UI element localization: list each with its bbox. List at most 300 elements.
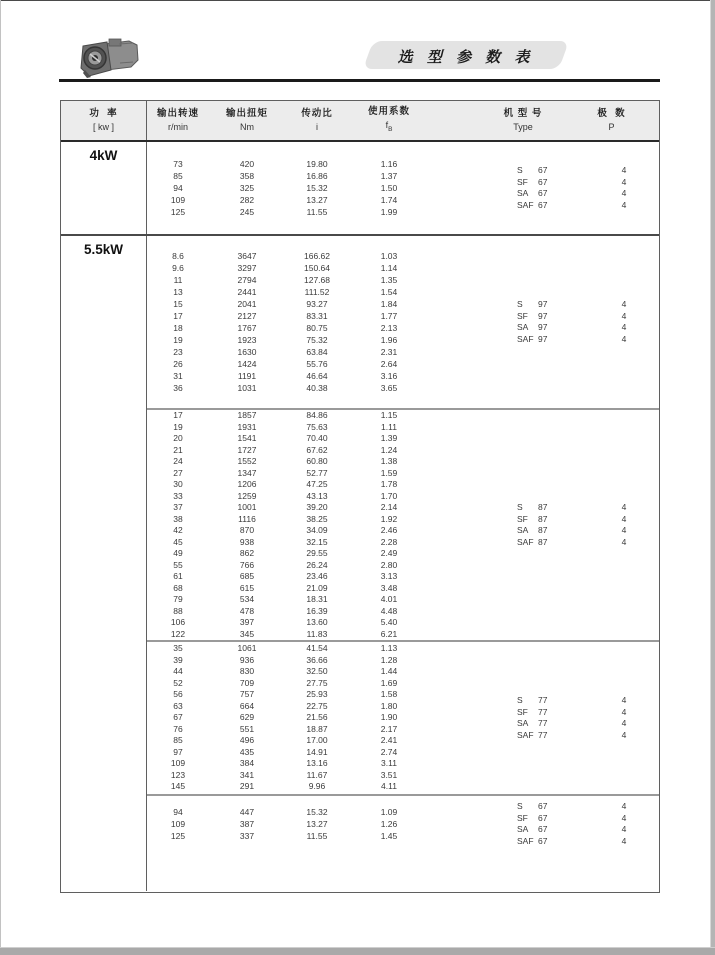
cell-output_speed_rpm: 73 bbox=[173, 159, 183, 169]
type-row bbox=[517, 836, 659, 848]
cell-output_speed_rpm: 27 bbox=[173, 467, 183, 478]
cell-service_factor_fb: 1.92 bbox=[380, 513, 398, 524]
cell-service_factor_fb: 3.16 bbox=[380, 371, 398, 381]
table-row bbox=[147, 606, 659, 618]
scan-edge-top bbox=[0, 0, 715, 1]
cell-output_speed_rpm: 18 bbox=[173, 323, 183, 333]
cell-ratio_i: 84.86 bbox=[306, 410, 328, 420]
cell-output_speed_rpm: 68 bbox=[173, 582, 183, 593]
type-row bbox=[517, 299, 659, 311]
cell-service_factor_fb: 1.96 bbox=[380, 335, 398, 345]
cell-ratio_i: 36.66 bbox=[306, 654, 328, 665]
poles-value: 4 bbox=[621, 310, 627, 321]
header-power bbox=[61, 101, 147, 140]
data-block bbox=[147, 794, 659, 891]
cell-service_factor_fb: 2.74 bbox=[380, 746, 398, 757]
type-row bbox=[517, 311, 659, 323]
cell-ratio_i: 25.93 bbox=[306, 689, 328, 700]
cell-output_speed_rpm: 36 bbox=[173, 383, 183, 393]
type-row bbox=[517, 813, 659, 825]
cell-output_speed_rpm: 19 bbox=[173, 335, 183, 345]
type-row bbox=[517, 165, 659, 177]
type-label bbox=[517, 718, 589, 730]
cell-service_factor_fb: 2.14 bbox=[380, 502, 398, 512]
cell-output_torque_nm: 1630 bbox=[237, 347, 257, 357]
cell-service_factor_fb: 1.74 bbox=[380, 195, 398, 205]
cell-output_torque_nm: 358 bbox=[239, 171, 255, 181]
cell-output_torque_nm: 1541 bbox=[237, 433, 257, 443]
table-row bbox=[147, 250, 659, 262]
header-speed: 输出转速 r/min bbox=[156, 108, 199, 132]
cell-ratio_i: 127.68 bbox=[304, 275, 330, 285]
cell-service_factor_fb: 1.11 bbox=[381, 421, 397, 432]
type-row bbox=[517, 177, 659, 189]
cell-output_speed_rpm: 11 bbox=[173, 275, 183, 285]
table-row bbox=[147, 655, 659, 667]
table-row bbox=[147, 262, 659, 274]
gearmotor-photo bbox=[75, 36, 141, 80]
table-row bbox=[147, 479, 659, 491]
cell-service_factor_fb: 1.80 bbox=[380, 700, 398, 711]
type-block bbox=[517, 502, 659, 548]
cell-ratio_i: 40.38 bbox=[306, 383, 328, 393]
cell-output_torque_nm: 551 bbox=[239, 723, 255, 734]
cell-output_torque_nm: 2794 bbox=[237, 275, 257, 285]
table-row bbox=[147, 571, 659, 583]
type-size: 87 bbox=[538, 525, 548, 535]
cell-service_factor_fb: 1.90 bbox=[380, 712, 398, 723]
type-prefix: SAF bbox=[517, 835, 534, 846]
cell-output_speed_rpm: 109 bbox=[170, 195, 186, 205]
cell-output_torque_nm: 2041 bbox=[237, 299, 257, 309]
cell-service_factor_fb: 2.41 bbox=[380, 735, 398, 746]
poles-value: 4 bbox=[621, 299, 627, 309]
cell-ratio_i: 29.55 bbox=[306, 548, 328, 558]
cell-service_factor_fb: 6.21 bbox=[380, 628, 398, 639]
cell-output_speed_rpm: 45 bbox=[173, 536, 183, 547]
type-size: 97 bbox=[538, 333, 548, 344]
header-type: 机 型 号 Type bbox=[503, 108, 543, 132]
poles-value: 4 bbox=[621, 835, 627, 846]
rows-wrap bbox=[147, 250, 659, 394]
cell-output_torque_nm: 3297 bbox=[237, 263, 257, 273]
type-size: 77 bbox=[538, 706, 548, 717]
data-block bbox=[147, 408, 659, 640]
cell-output_speed_rpm: 38 bbox=[173, 513, 183, 524]
table-row bbox=[147, 643, 659, 655]
cell-service_factor_fb: 2.46 bbox=[380, 525, 398, 535]
table-header bbox=[61, 101, 659, 142]
cell-output_speed_rpm: 67 bbox=[173, 712, 183, 723]
cell-service_factor_fb: 1.50 bbox=[380, 183, 398, 193]
type-row bbox=[517, 718, 659, 730]
cell-service_factor_fb: 1.26 bbox=[380, 819, 398, 829]
cell-service_factor_fb: 2.13 bbox=[380, 323, 398, 333]
cell-ratio_i: 18.31 bbox=[306, 594, 328, 604]
cell-output_torque_nm: 629 bbox=[239, 712, 255, 723]
poles-value: 4 bbox=[621, 199, 627, 210]
cell-output_speed_rpm: 30 bbox=[173, 479, 183, 489]
scan-edge-left bbox=[0, 0, 1, 955]
type-row bbox=[517, 334, 659, 346]
poles-value: 4 bbox=[621, 165, 627, 175]
cell-service_factor_fb: 1.69 bbox=[380, 677, 398, 688]
cell-service_factor_fb: 1.14 bbox=[380, 263, 398, 273]
type-prefix: SA bbox=[517, 525, 529, 535]
poles-value: 4 bbox=[621, 706, 627, 717]
cell-ratio_i: 52.77 bbox=[306, 467, 328, 478]
type-prefix: SAF bbox=[517, 536, 534, 547]
cell-ratio_i: 80.75 bbox=[306, 323, 328, 333]
cell-output_speed_rpm: 94 bbox=[173, 807, 183, 817]
cell-service_factor_fb: 5.40 bbox=[380, 617, 398, 627]
type-label bbox=[517, 525, 589, 537]
cell-ratio_i: 46.64 bbox=[306, 371, 328, 381]
power-section bbox=[61, 236, 659, 891]
cell-ratio_i: 23.46 bbox=[306, 571, 328, 581]
table-row bbox=[147, 747, 659, 759]
type-row bbox=[517, 537, 659, 549]
cell-output_torque_nm: 387 bbox=[239, 819, 255, 829]
cell-service_factor_fb: 2.64 bbox=[380, 359, 398, 369]
table-row bbox=[147, 456, 659, 468]
cell-output_torque_nm: 384 bbox=[239, 758, 255, 769]
cell-ratio_i: 21.09 bbox=[306, 582, 328, 593]
type-prefix: SAF bbox=[517, 729, 534, 740]
power-cell bbox=[61, 236, 147, 891]
cell-output_speed_rpm: 33 bbox=[173, 490, 183, 501]
type-label bbox=[517, 299, 589, 311]
cell-service_factor_fb: 1.78 bbox=[380, 479, 398, 489]
cell-ratio_i: 21.56 bbox=[306, 712, 328, 723]
cell-output_speed_rpm: 21 bbox=[173, 444, 183, 455]
type-prefix: SF bbox=[517, 513, 528, 524]
cell-service_factor_fb: 3.11 bbox=[381, 758, 397, 769]
cell-ratio_i: 11.83 bbox=[306, 628, 328, 639]
type-prefix: SA bbox=[517, 188, 529, 198]
header-poles: 极 数 P bbox=[597, 108, 626, 132]
data-block bbox=[147, 640, 659, 794]
cell-output_torque_nm: 337 bbox=[239, 831, 255, 841]
rows-wrap bbox=[147, 410, 659, 640]
cell-output_speed_rpm: 31 bbox=[173, 371, 183, 381]
cell-output_speed_rpm: 76 bbox=[173, 723, 183, 734]
cell-service_factor_fb: 4.48 bbox=[380, 605, 398, 616]
cell-ratio_i: 93.27 bbox=[306, 299, 328, 309]
poles-value: 4 bbox=[621, 333, 627, 344]
cell-ratio_i: 13.60 bbox=[306, 617, 328, 627]
cell-ratio_i: 13.27 bbox=[306, 195, 328, 205]
cell-output_speed_rpm: 123 bbox=[170, 769, 186, 780]
cell-service_factor_fb: 1.13 bbox=[380, 643, 398, 654]
table-body bbox=[61, 142, 659, 892]
type-size: 77 bbox=[538, 695, 548, 705]
table-row bbox=[147, 560, 659, 572]
cell-output_torque_nm: 709 bbox=[239, 677, 255, 688]
type-label bbox=[517, 514, 589, 526]
cell-service_factor_fb: 1.44 bbox=[380, 666, 398, 677]
type-label bbox=[517, 730, 589, 742]
cell-ratio_i: 9.96 bbox=[308, 781, 326, 792]
table-row bbox=[147, 370, 659, 382]
cell-output_speed_rpm: 122 bbox=[170, 628, 186, 639]
cell-output_speed_rpm: 35 bbox=[173, 643, 183, 654]
cell-output_torque_nm: 1061 bbox=[237, 643, 257, 654]
selection-parameter-table bbox=[60, 100, 660, 893]
type-label bbox=[517, 188, 589, 200]
cell-output_speed_rpm: 39 bbox=[173, 654, 183, 665]
cell-ratio_i: 32.50 bbox=[306, 666, 328, 677]
cell-output_torque_nm: 685 bbox=[239, 571, 255, 581]
header-content bbox=[147, 101, 659, 140]
poles-value: 4 bbox=[621, 525, 627, 535]
table-row bbox=[147, 433, 659, 445]
power-label: 4kW bbox=[89, 148, 118, 163]
cell-service_factor_fb: 1.54 bbox=[380, 287, 398, 297]
cell-service_factor_fb: 1.15 bbox=[380, 410, 398, 420]
type-row bbox=[517, 801, 659, 813]
cell-output_torque_nm: 3647 bbox=[237, 251, 257, 261]
cell-output_torque_nm: 766 bbox=[239, 559, 255, 570]
cell-output_torque_nm: 478 bbox=[239, 605, 255, 616]
cell-ratio_i: 16.86 bbox=[306, 171, 328, 181]
cell-ratio_i: 15.32 bbox=[306, 807, 328, 817]
cell-ratio_i: 43.13 bbox=[306, 490, 328, 501]
cell-output_speed_rpm: 8.6 bbox=[172, 251, 184, 261]
cell-service_factor_fb: 1.16 bbox=[380, 159, 398, 169]
cell-output_torque_nm: 1552 bbox=[237, 456, 257, 466]
cell-ratio_i: 32.15 bbox=[306, 536, 328, 547]
type-prefix: S bbox=[517, 299, 523, 309]
cell-output_speed_rpm: 26 bbox=[173, 359, 183, 369]
type-label bbox=[517, 813, 589, 825]
table-row bbox=[147, 583, 659, 595]
header-service-factor: 使用系数 $f_B$ bbox=[367, 106, 410, 133]
table-row bbox=[147, 594, 659, 606]
type-size: 87 bbox=[538, 513, 548, 524]
cell-service_factor_fb: 3.65 bbox=[380, 383, 398, 393]
cell-service_factor_fb: 3.48 bbox=[380, 582, 398, 593]
type-row bbox=[517, 514, 659, 526]
cell-service_factor_fb: 2.28 bbox=[380, 536, 398, 547]
cell-output_speed_rpm: 55 bbox=[173, 559, 183, 570]
type-size: 77 bbox=[538, 729, 548, 740]
cell-ratio_i: 13.27 bbox=[306, 819, 328, 829]
type-size: 97 bbox=[538, 310, 548, 321]
cell-ratio_i: 60.80 bbox=[306, 456, 328, 466]
type-prefix: SF bbox=[517, 176, 528, 187]
cell-ratio_i: 63.84 bbox=[306, 347, 328, 357]
cell-service_factor_fb: 2.17 bbox=[380, 723, 398, 734]
cell-output_torque_nm: 245 bbox=[239, 207, 255, 217]
cell-output_speed_rpm: 109 bbox=[170, 758, 186, 769]
cell-ratio_i: 55.76 bbox=[306, 359, 328, 369]
cell-ratio_i: 111.52 bbox=[304, 287, 330, 297]
rows-wrap bbox=[147, 801, 659, 846]
cell-output_torque_nm: 345 bbox=[239, 628, 255, 639]
type-prefix: S bbox=[517, 695, 523, 705]
cell-output_speed_rpm: 106 bbox=[170, 617, 186, 627]
cell-service_factor_fb: 2.80 bbox=[380, 559, 398, 570]
cell-output_speed_rpm: 9.6 bbox=[172, 263, 184, 273]
table-row bbox=[147, 548, 659, 560]
table-row bbox=[147, 382, 659, 394]
cell-output_speed_rpm: 88 bbox=[173, 605, 183, 616]
cell-ratio_i: 34.09 bbox=[306, 525, 328, 535]
power-section bbox=[61, 142, 659, 236]
cell-output_speed_rpm: 125 bbox=[170, 831, 186, 841]
cell-ratio_i: 75.63 bbox=[306, 421, 328, 432]
cell-output_speed_rpm: 23 bbox=[173, 347, 183, 357]
cell-output_speed_rpm: 125 bbox=[170, 207, 186, 217]
type-size: 77 bbox=[538, 718, 548, 728]
cell-output_speed_rpm: 17 bbox=[173, 311, 183, 321]
cell-ratio_i: 16.39 bbox=[306, 605, 328, 616]
cell-output_torque_nm: 1347 bbox=[237, 467, 257, 478]
cell-ratio_i: 38.25 bbox=[306, 513, 328, 524]
cell-service_factor_fb: 1.28 bbox=[380, 654, 398, 665]
type-row bbox=[517, 200, 659, 212]
type-row bbox=[517, 502, 659, 514]
cell-output_torque_nm: 936 bbox=[239, 654, 255, 665]
type-size: 87 bbox=[538, 536, 548, 547]
type-row bbox=[517, 824, 659, 836]
type-size: 67 bbox=[538, 812, 548, 823]
type-label bbox=[517, 695, 589, 707]
cell-output_torque_nm: 1857 bbox=[237, 410, 257, 420]
cell-ratio_i: 15.32 bbox=[306, 183, 328, 193]
cell-ratio_i: 39.20 bbox=[306, 502, 328, 512]
cell-ratio_i: 18.87 bbox=[306, 723, 328, 734]
type-label bbox=[517, 707, 589, 719]
cell-output_torque_nm: 1923 bbox=[237, 335, 257, 345]
data-block bbox=[147, 142, 659, 234]
poles-value: 4 bbox=[621, 176, 627, 187]
cell-output_torque_nm: 420 bbox=[239, 159, 255, 169]
section-content bbox=[147, 142, 659, 234]
type-size: 67 bbox=[538, 199, 548, 210]
type-prefix: S bbox=[517, 801, 523, 811]
cell-output_torque_nm: 435 bbox=[239, 746, 255, 757]
table-row bbox=[147, 358, 659, 370]
scan-edge-right bbox=[710, 0, 715, 955]
scan-edge-bottom bbox=[0, 947, 715, 955]
cell-ratio_i: 11.55 bbox=[306, 831, 328, 841]
cell-service_factor_fb: 1.03 bbox=[380, 251, 398, 261]
cell-output_torque_nm: 341 bbox=[239, 769, 255, 780]
type-label bbox=[517, 836, 589, 848]
type-label bbox=[517, 200, 589, 212]
cell-output_speed_rpm: 44 bbox=[173, 666, 183, 677]
table-row bbox=[147, 770, 659, 782]
type-label bbox=[517, 824, 589, 836]
cell-output_torque_nm: 291 bbox=[239, 781, 255, 792]
cell-output_speed_rpm: 24 bbox=[173, 456, 183, 466]
cell-output_torque_nm: 1116 bbox=[238, 513, 256, 524]
cell-output_torque_nm: 664 bbox=[239, 700, 255, 711]
cell-ratio_i: 13.16 bbox=[306, 758, 328, 769]
table-row bbox=[147, 617, 659, 629]
cell-ratio_i: 17.00 bbox=[306, 735, 328, 746]
cell-ratio_i: 26.24 bbox=[306, 559, 328, 570]
cell-output_speed_rpm: 97 bbox=[173, 746, 183, 757]
cell-ratio_i: 70.40 bbox=[306, 433, 328, 443]
table-row bbox=[147, 666, 659, 678]
table-row bbox=[147, 274, 659, 286]
type-size: 67 bbox=[538, 824, 548, 834]
rows-wrap bbox=[147, 643, 659, 793]
poles-value: 4 bbox=[621, 513, 627, 524]
cell-output_speed_rpm: 20 bbox=[173, 433, 183, 443]
cell-service_factor_fb: 1.59 bbox=[380, 467, 398, 478]
poles-value: 4 bbox=[621, 322, 627, 332]
table-row bbox=[147, 346, 659, 358]
cell-service_factor_fb: 1.45 bbox=[380, 831, 398, 841]
cell-output_speed_rpm: 15 bbox=[173, 299, 183, 309]
table-row bbox=[147, 629, 659, 641]
type-prefix: SF bbox=[517, 310, 528, 321]
poles-value: 4 bbox=[621, 812, 627, 823]
cell-output_speed_rpm: 19 bbox=[173, 421, 183, 432]
cell-ratio_i: 166.62 bbox=[304, 251, 330, 261]
cell-output_speed_rpm: 56 bbox=[173, 689, 183, 700]
cell-service_factor_fb: 1.38 bbox=[380, 456, 398, 466]
table-row bbox=[147, 781, 659, 793]
cell-ratio_i: 67.62 bbox=[306, 444, 328, 455]
header-rule bbox=[59, 79, 660, 82]
cell-service_factor_fb: 2.49 bbox=[380, 548, 398, 558]
cell-service_factor_fb: 1.35 bbox=[380, 275, 398, 285]
data-block bbox=[147, 236, 659, 408]
cell-output_speed_rpm: 49 bbox=[173, 548, 183, 558]
header-ratio: 传动比 i bbox=[301, 108, 333, 132]
table-row bbox=[147, 758, 659, 770]
type-size: 67 bbox=[538, 188, 548, 198]
cell-output_torque_nm: 1001 bbox=[237, 502, 257, 512]
table-row bbox=[147, 445, 659, 457]
type-size: 87 bbox=[538, 502, 548, 512]
type-prefix: SA bbox=[517, 322, 529, 332]
cell-service_factor_fb: 4.11 bbox=[381, 781, 397, 792]
type-label bbox=[517, 801, 589, 813]
type-block bbox=[517, 299, 659, 345]
table-row bbox=[147, 286, 659, 298]
cell-service_factor_fb: 1.39 bbox=[380, 433, 398, 443]
cell-ratio_i: 14.91 bbox=[306, 746, 328, 757]
cell-service_factor_fb: 1.09 bbox=[380, 807, 398, 817]
type-row bbox=[517, 707, 659, 719]
cell-service_factor_fb: 1.37 bbox=[380, 171, 398, 181]
cell-output_torque_nm: 1767 bbox=[237, 323, 257, 333]
type-row bbox=[517, 322, 659, 334]
poles-value: 4 bbox=[621, 536, 627, 547]
cell-output_torque_nm: 447 bbox=[239, 807, 255, 817]
cell-output_speed_rpm: 63 bbox=[173, 700, 183, 711]
table-row bbox=[147, 422, 659, 434]
type-row bbox=[517, 188, 659, 200]
type-size: 67 bbox=[538, 176, 548, 187]
type-prefix: S bbox=[517, 502, 523, 512]
type-block bbox=[517, 695, 659, 741]
cell-output_speed_rpm: 109 bbox=[170, 819, 186, 829]
cell-service_factor_fb: 1.84 bbox=[380, 299, 398, 309]
type-size: 67 bbox=[538, 835, 548, 846]
cell-output_speed_rpm: 79 bbox=[173, 594, 183, 604]
cell-ratio_i: 75.32 bbox=[306, 335, 328, 345]
cell-service_factor_fb: 1.70 bbox=[380, 490, 398, 501]
cell-service_factor_fb: 3.13 bbox=[380, 571, 398, 581]
poles-value: 4 bbox=[621, 824, 627, 834]
